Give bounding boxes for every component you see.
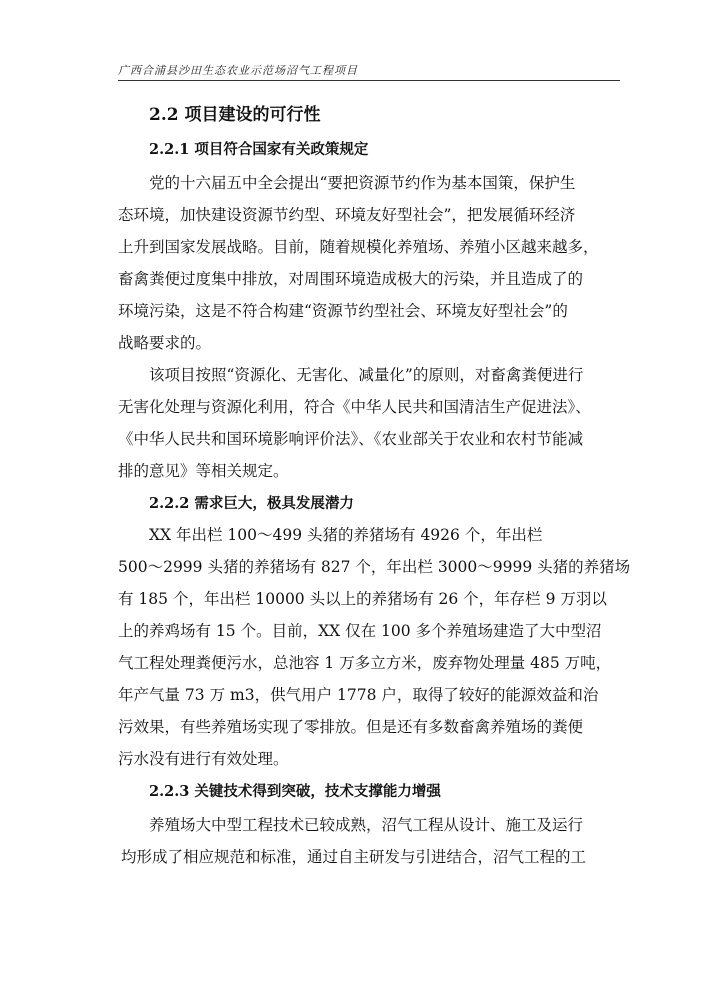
subsection-heading-2-2-1: 2.2.1 项目符合国家有关政策规定 [149, 141, 369, 158]
paragraph-line: 有 185 个，年出栏 10000 头以上的养猪场有 26 个，年存栏 9 万羽以 [118, 590, 607, 608]
paragraph-line: 污水没有进行有效处理。 [118, 750, 289, 768]
paragraph-line: 畜禽粪便过度集中排放，对周围环境造成极大的污染，并且造成了的 [118, 270, 584, 288]
section-heading: 2.2 项目建设的可行性 [149, 105, 321, 125]
paragraph-line: 无害化处理与资源化利用，符合《中华人民共和国清洁生产促进法》、 [118, 398, 591, 416]
paragraph-line: 《中华人民共和国环境影响评价法》、《农业部关于农业和农村节能减 [118, 430, 584, 448]
paragraph-line: 均形成了相应规范和标准，通过自主研发与引进结合，沼气工程的工 [121, 848, 587, 866]
paragraph-line: 该项目按照“资源化、无害化、减量化”的原则，对畜禽粪便进行 [149, 366, 584, 384]
paragraph-line: 党的十六届五中全会提出“要把资源节约作为基本国策，保护生 [149, 174, 576, 192]
paragraph-line: 上的养鸡场有 15 个。目前，XX 仅在 100 多个养殖场建造了大中型沼 [118, 622, 602, 640]
paragraph-line: XX 年出栏 100～499 头猪的养猪场有 4926 个，年出栏 [149, 526, 543, 544]
paragraph-line: 气工程处理粪便污水，总池容 1 万多立方米，废弃物处理量 485 万吨， [118, 654, 612, 672]
subsection-heading-2-2-2: 2.2.2 需求巨大，极具发展潜力 [149, 495, 354, 512]
paragraph-line: 年产气量 73 万 m3，供气用户 1778 户，取得了较好的能源效益和治 [118, 686, 599, 704]
paragraph-line: 战略要求的。 [118, 334, 212, 352]
paragraph-line: 上升到国家发展战略。目前，随着规模化养殖场、养殖小区越来越多， [118, 238, 599, 256]
running-header: 广西合浦县沙田生态农业示范场沼气工程项目 [118, 64, 358, 77]
paragraph-line: 污效果，有些养殖场实现了零排放。但是还有多数畜禽养殖场的粪便 [118, 718, 584, 736]
subsection-heading-2-2-3: 2.2.3 关键技术得到突破，技术支撑能力增强 [149, 783, 441, 800]
header-divider [118, 80, 620, 81]
paragraph-line: 500～2999 头猪的养猪场有 827 个，年出栏 3000～9999 头猪的养猪场 [118, 558, 631, 576]
paragraph-line: 排的意见》等相关规定。 [118, 462, 289, 480]
paragraph-line: 环境污染，这是不符合构建“资源节约型社会、环境友好型社会”的 [118, 302, 568, 320]
paragraph-line: 态环境，加快建设资源节约型、环境友好型社会”，把发展循环经济 [118, 206, 576, 224]
paragraph-line: 养殖场大中型工程技术已较成熟，沼气工程从设计、施工及运行 [149, 816, 584, 834]
